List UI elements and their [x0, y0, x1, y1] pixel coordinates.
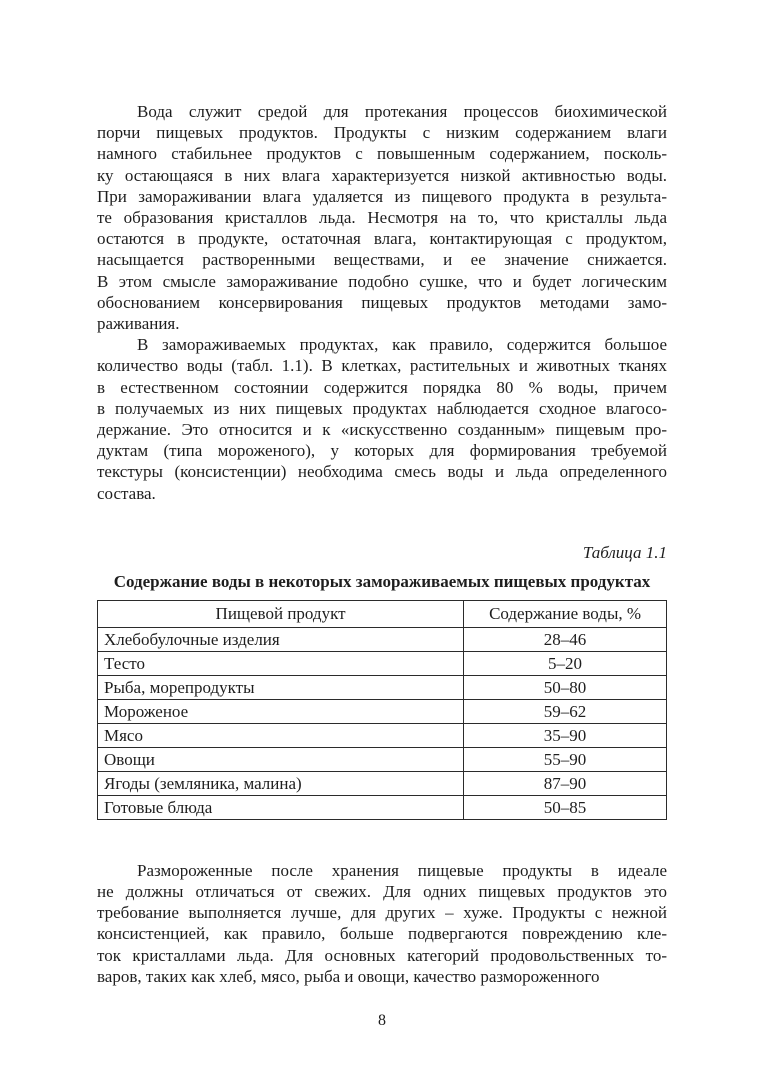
table-caption: Таблица 1.1 [582, 542, 667, 562]
table-title: Содержание воды в некоторых замораживаемых пищевых продуктах [113, 571, 651, 591]
page-footer [0, 1011, 764, 1031]
water-content-cell: 35–90 [464, 723, 667, 747]
text-line: консистенцией, как правило, больше подвергаются повреждению кле- [97, 924, 667, 944]
text-line: не должны отличаться от свежих. Для одних пищевых продуктов это [97, 882, 667, 902]
column-header-product: Пищевой продукт [98, 600, 464, 627]
text-line: остаются в продукте, остаточная влага, контактирующая с продуктом, [97, 229, 667, 249]
text-line: требование выполняется лучше, для других – хуже. Продукты с нежной [97, 903, 667, 923]
paragraph-thawed-quality [97, 860, 667, 987]
product-name-cell: Овощи [98, 747, 464, 771]
text-line: намного стабильнее продуктов с повышенным содержанием, посколь- [97, 144, 667, 164]
text-line: количество воды (табл. 1.1). В клетках, растительных и животных тканях [97, 356, 667, 376]
text-line: ток кристаллами льда. Для основных категорий продовольственных то- [97, 945, 667, 965]
text-line: В замораживаемых продуктах, как правило, содержится большое [137, 335, 667, 355]
table-row [98, 675, 667, 699]
text-line: Размороженные после хранения пищевые продукты в идеале [137, 860, 667, 880]
text-line: раживания. [97, 314, 180, 334]
page-content [97, 101, 667, 987]
text-line: обоснованием консервирования пищевых продуктов методами замо- [97, 292, 667, 312]
table-row [98, 723, 667, 747]
product-name-cell: Хлебобулочные изделия [98, 627, 464, 651]
product-name-cell: Мясо [98, 723, 464, 747]
water-content-cell: 59–62 [464, 699, 667, 723]
text-line: дуктам (типа мороженого), у которых для формирования требуемой [97, 441, 667, 461]
table-row [98, 747, 667, 771]
water-content-cell: 50–85 [464, 795, 667, 819]
water-content-cell: 5–20 [464, 651, 667, 675]
table-row [98, 627, 667, 651]
text-line: При замораживании влага удаляется из пищевого продукта в результа- [97, 186, 667, 206]
product-name-cell: Рыба, морепродукты [98, 675, 464, 699]
water-content-table [97, 600, 667, 820]
text-line: состава. [97, 483, 156, 503]
product-name-cell: Мороженое [98, 699, 464, 723]
water-content-cell: 87–90 [464, 771, 667, 795]
text-line: варов, таких как хлеб, мясо, рыба и овощи, качество размороженного [97, 966, 600, 986]
table-row [98, 699, 667, 723]
text-line: В этом смысле замораживание подобно сушке, что и будет логическим [97, 271, 667, 291]
table-header [98, 600, 667, 627]
text-line: в естественном состоянии содержится порядка 80 % воды, причем [97, 377, 667, 397]
water-content-cell: 50–80 [464, 675, 667, 699]
water-content-cell: 55–90 [464, 747, 667, 771]
page-number: 8 [378, 1012, 386, 1029]
table-row [98, 771, 667, 795]
text-line: текстуры (консистенции) необходима смесь воды и льда определенного [97, 462, 667, 482]
product-name-cell: Ягоды (земляника, малина) [98, 771, 464, 795]
text-line: насыщается растворенными веществами, и ее значение снижается. [97, 250, 667, 270]
text-line: порчи пищевых продуктов. Продукты с низким содержанием влаги [97, 123, 667, 143]
text-line: Вода служит средой для протекания процессов биохимической [137, 102, 667, 121]
table-body [98, 627, 667, 819]
table-header-row [98, 600, 667, 627]
product-name-cell: Готовые блюда [98, 795, 464, 819]
text-line: в получаемых из них пищевых продуктах наблюдается сходное влагосо- [97, 398, 667, 418]
paragraph-water-role [97, 101, 667, 334]
water-content-cell: 28–46 [464, 627, 667, 651]
text-line: ку остающаяся в них влага характеризуется низкой активностью воды. [97, 165, 667, 185]
table-row [98, 795, 667, 819]
text-line: держание. Это относится и к «искусственно созданным» пищевым про- [97, 420, 667, 440]
product-name-cell: Тесто [98, 651, 464, 675]
column-header-water-content: Содержание воды, % [464, 600, 667, 627]
text-line: те образования кристаллов льда. Несмотря на то, что кристаллы льда [97, 208, 667, 228]
paragraph-frozen-products [97, 334, 667, 504]
table-row [98, 651, 667, 675]
